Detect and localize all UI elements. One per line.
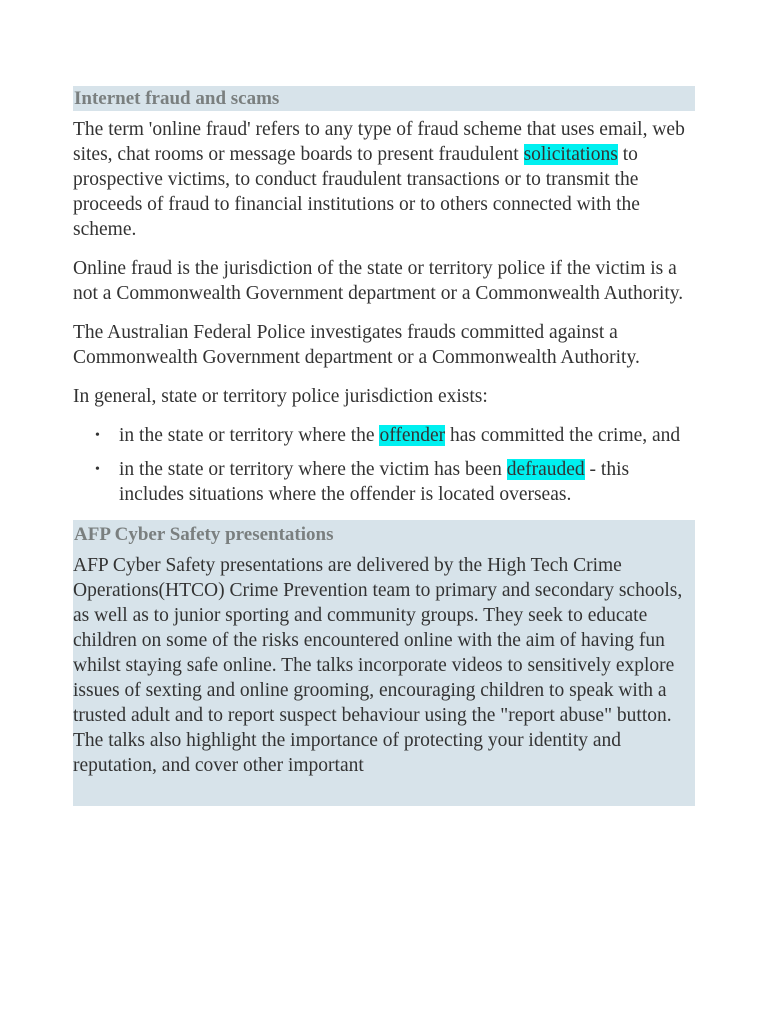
section-heading-cyber-safety: AFP Cyber Safety presentations [73,520,695,547]
paragraph-cyber-safety-body: AFP Cyber Safety presentations are delivered by the High Tech Crime Operations(HTCO) Crime Prevention team to primary and secondary schools, as well as to junior sporting and community groups. They seek to educate children on some of the risks encountered online with the aim of having fun whilst staying safe online. The talks incorporate videos to sensitively explore issues of sexting and online grooming, encouraging children to speak with a trusted adult and to report suspect behaviour using the "report abuse" button. The talks also highlight the importance of protecting your identity and reputation, and cover other important [73,554,683,777]
text-run: has committed the crime, and [445,425,681,446]
paragraph-online-fraud-definition [73,117,695,242]
highlighted-word: defrauded [506,458,585,480]
highlighted-word: solicitations [523,144,618,165]
paragraph-afp-investigates: The Australian Federal Police investigates frauds committed against a Commonwealth Government department or a Commonwealth Authority. [73,322,640,368]
section-heading-internet-fraud: Internet fraud and scams [73,86,695,111]
highlighted-word: offender [379,425,446,446]
paragraph-general-jurisdiction: In general, state or territory police jurisdiction exists: [73,386,488,407]
text-run: to prospective victims, to conduct fraudulent transactions or to transmit the proceeds of fraud to financial institutions or to others connected with the scheme. [73,144,640,240]
text-run: - this includes situations where the offender is located overseas. [119,458,630,505]
text-run: in the state or territory where the victim has been [119,458,507,480]
bullet-icon: • [95,428,100,443]
paragraph-state-jurisdiction: Online fraud is the jurisdiction of the state or territory police if the victim is a not a Commonwealth Government department or a Commonwealth Authority. [73,258,684,304]
section-afp-cyber-safety [73,520,695,806]
list-item [95,423,695,449]
bullet-list [73,423,695,508]
text-run: The term 'online fraud' refers to any type of fraud scheme that uses email, web sites, chat rooms or message boards to present fraudulent [73,119,685,165]
text-run: in the state or territory where the [119,425,380,446]
bullet-icon: • [95,461,100,477]
list-item [95,457,695,508]
document-content [73,86,695,806]
